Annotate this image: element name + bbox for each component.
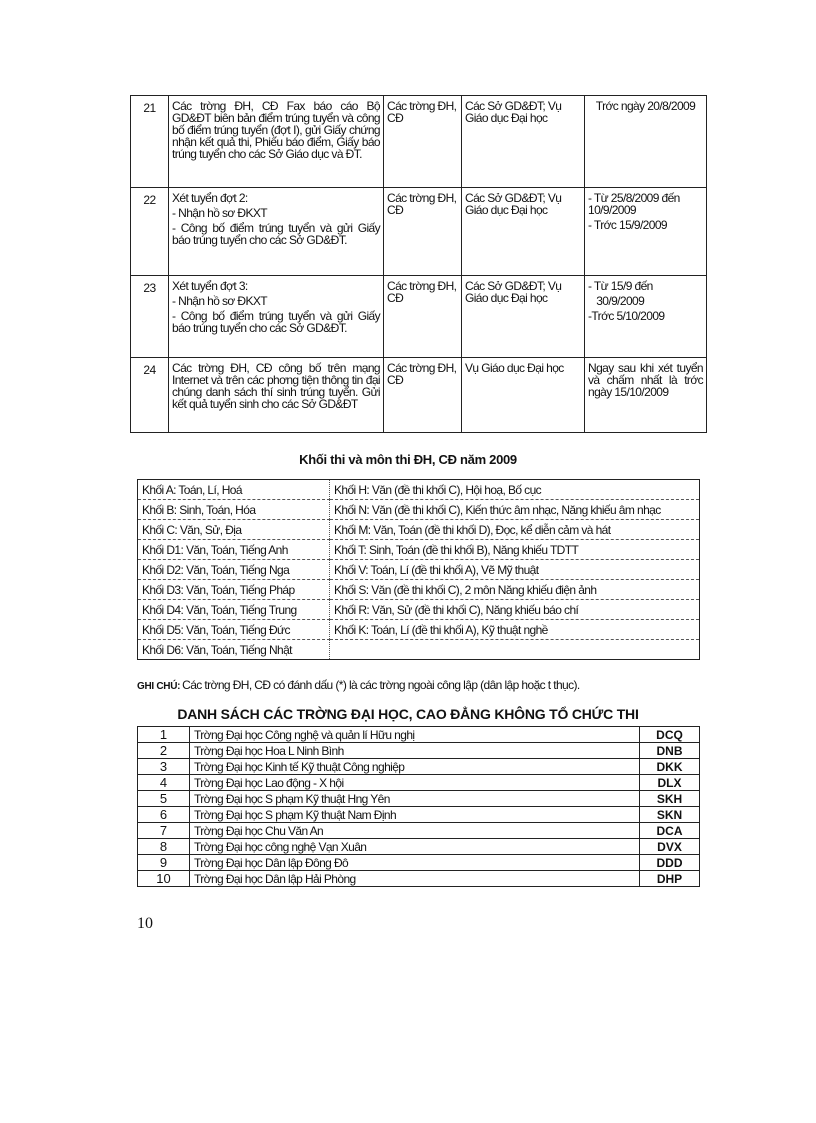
block-right: Khối N: Văn (đề thi khối C), Kiến thức âm nhạc, Năng khiếu âm nhạc — [330, 500, 700, 520]
recipient: Các Sở GD&ĐT; Vụ Giáo dục Đại học — [462, 276, 585, 358]
row-number: 24 — [131, 358, 169, 433]
row-number: 22 — [131, 188, 169, 276]
school-name: Trờng Đại học S phạm Kỹ thuật Nam Định — [190, 807, 640, 823]
note-label: GHI CHÚ: — [137, 681, 181, 692]
table-row — [138, 500, 700, 520]
block-left: Khối D3: Văn, Toán, Tiếng Pháp — [138, 580, 330, 600]
school-name: Trờng Đại học Hoa L Ninh Bình — [190, 743, 640, 759]
school-index: 5 — [138, 791, 190, 807]
school-code: DCQ — [640, 727, 700, 743]
recipient: Các Sở GD&ĐT; Vụ Giáo dục Đại học — [462, 96, 585, 188]
school-index: 6 — [138, 807, 190, 823]
school-code: DLX — [640, 775, 700, 791]
block-right: Khối M: Văn, Toán (đề thi khối D), Đọc, kể diễn cảm và hát — [330, 520, 700, 540]
table-row — [138, 791, 700, 807]
school-code: DNB — [640, 743, 700, 759]
recipient: Vụ Giáo dục Đại học — [462, 358, 585, 433]
responsible-unit: Các trờng ĐH, CĐ — [384, 276, 462, 358]
school-name: Trờng Đại học Dân lập Hải Phòng — [190, 871, 640, 887]
block-right: Khối S: Văn (đề thi khối C), 2 môn Năng khiếu điện ảnh — [330, 580, 700, 600]
schedule-table — [130, 95, 707, 433]
responsible-unit: Các trờng ĐH, CĐ — [384, 96, 462, 188]
table-row — [131, 96, 707, 188]
table-row — [138, 520, 700, 540]
school-index: 2 — [138, 743, 190, 759]
table-row — [138, 600, 700, 620]
table-row — [138, 560, 700, 580]
table-row — [131, 188, 707, 276]
school-name: Trờng Đại học Lao động - X hội — [190, 775, 640, 791]
page-number: 10 — [137, 915, 153, 932]
school-name: Trờng Đại học Kinh tế Kỹ thuật Công nghiệp — [190, 759, 640, 775]
table-row — [138, 855, 700, 871]
table-row — [138, 871, 700, 887]
block-left: Khối D4: Văn, Toán, Tiếng Trung — [138, 600, 330, 620]
school-code: DKK — [640, 759, 700, 775]
school-index: 9 — [138, 855, 190, 871]
deadline: - Từ 25/8/2009 đến 10/9/2009 - Trớc 15/9/2009 — [585, 188, 707, 276]
school-code: SKH — [640, 791, 700, 807]
table-row — [138, 839, 700, 855]
school-code: DCA — [640, 823, 700, 839]
school-name: Trờng Đại học Công nghệ và quản lí Hữu nghị — [190, 727, 640, 743]
table-row — [138, 823, 700, 839]
school-name: Trờng Đại học công nghệ Vạn Xuân — [190, 839, 640, 855]
deadline: Trớc ngày 20/8/2009 — [585, 96, 707, 188]
block-left: Khối D2: Văn, Toán, Tiếng Nga — [138, 560, 330, 580]
table-row — [138, 775, 700, 791]
table-row — [131, 358, 707, 433]
block-right: Khối H: Văn (đề thi khối C), Hội hoạ, Bố cục — [330, 480, 700, 500]
block-right: Khối V: Toán, Lí (đề thi khối A), Vẽ Mỹ thuật — [330, 560, 700, 580]
table-row — [138, 759, 700, 775]
school-index: 1 — [138, 727, 190, 743]
task-description: Các trờng ĐH, CĐ Fax báo cáo Bộ GD&ĐT biên bản điểm trúng tuyển và công bố điểm trúng tuyển (đợt I), gửi Giấy chứng nhận kết quả thi, Phiếu báo điểm, Giấy báo trúng tuyển cho các Sở Giáo dục và ĐT. — [169, 96, 384, 188]
row-number: 21 — [131, 96, 169, 188]
note-text: Các trờng ĐH, CĐ có đánh dấu (*) là các trờng ngoài công lập (dân lập hoặc t thục). — [182, 678, 580, 692]
deadline: Ngay sau khi xét tuyển và chấm nhất là trớc ngày 15/10/2009 — [585, 358, 707, 433]
school-code: SKN — [640, 807, 700, 823]
school-index: 8 — [138, 839, 190, 855]
recipient: Các Sở GD&ĐT; Vụ Giáo dục Đại học — [462, 188, 585, 276]
table-row — [138, 807, 700, 823]
school-name: Trờng Đại học Chu Văn An — [190, 823, 640, 839]
table-row — [138, 620, 700, 640]
school-index: 10 — [138, 871, 190, 887]
school-code: DVX — [640, 839, 700, 855]
task-description: Các trờng ĐH, CĐ công bố trên mạng Internet và trên các phơng tiện thông tin đại chúng danh sách thí sinh trúng tuyển. Gửi kết quả tuyển sinh cho các Sở GD&ĐT — [169, 358, 384, 433]
school-index: 3 — [138, 759, 190, 775]
school-index: 7 — [138, 823, 190, 839]
block-left: Khối D6: Văn, Toán, Tiếng Nhật — [138, 640, 330, 660]
school-code: DDD — [640, 855, 700, 871]
task-description: Xét tuyển đợt 2: - Nhận hồ sơ ĐKXT - Công bố điểm trúng tuyển và gửi Giấy báo trúng tuyển cho các Sở GD&ĐT. — [169, 188, 384, 276]
responsible-unit: Các trờng ĐH, CĐ — [384, 188, 462, 276]
block-left: Khối C: Văn, Sử, Địa — [138, 520, 330, 540]
deadline: - Từ 15/9 đến 30/9/2009 -Trớc 5/10/2009 — [585, 276, 707, 358]
table-row — [138, 580, 700, 600]
block-left: Khối D1: Văn, Toán, Tiếng Anh — [138, 540, 330, 560]
table-row — [138, 640, 700, 660]
block-right — [330, 640, 700, 660]
school-code: DHP — [640, 871, 700, 887]
block-right: Khối R: Văn, Sử (đề thi khối C), Năng khiếu báo chí — [330, 600, 700, 620]
table-row — [138, 480, 700, 500]
block-right: Khối T: Sinh, Toán (đề thi khối B), Năng khiếu TDTT — [330, 540, 700, 560]
exam-blocks-title: Khối thi và môn thi ĐH, CĐ năm 2009 — [299, 452, 517, 467]
block-left: Khối B: Sinh, Toán, Hóa — [138, 500, 330, 520]
block-left: Khối D5: Văn, Toán, Tiếng Đức — [138, 620, 330, 640]
responsible-unit: Các trờng ĐH, CĐ — [384, 358, 462, 433]
school-name: Trờng Đại học Dân lập Đông Đô — [190, 855, 640, 871]
exam-blocks-table — [137, 479, 700, 660]
task-description: Xét tuyển đợt 3: - Nhận hồ sơ ĐKXT - Công bố điểm trúng tuyển và gửi Giấy báo trúng tuyển cho các Sở GD&ĐT. — [169, 276, 384, 358]
table-row — [138, 540, 700, 560]
school-name: Trờng Đại học S phạm Kỹ thuật Hng Yên — [190, 791, 640, 807]
note — [137, 678, 580, 692]
schools-table — [137, 726, 700, 887]
school-index: 4 — [138, 775, 190, 791]
table-row — [138, 727, 700, 743]
row-number: 23 — [131, 276, 169, 358]
table-row — [131, 276, 707, 358]
schools-list-title: DANH SÁCH CÁC TRỜNG ĐẠI HỌC, CAO ĐẲNG KHÔNG TỔ CHỨC THI — [177, 706, 639, 722]
table-row — [138, 743, 700, 759]
block-right: Khối K: Toán, Lí (đề thi khối A), Kỹ thuật nghề — [330, 620, 700, 640]
block-left: Khối A: Toán, Lí, Hoá — [138, 480, 330, 500]
